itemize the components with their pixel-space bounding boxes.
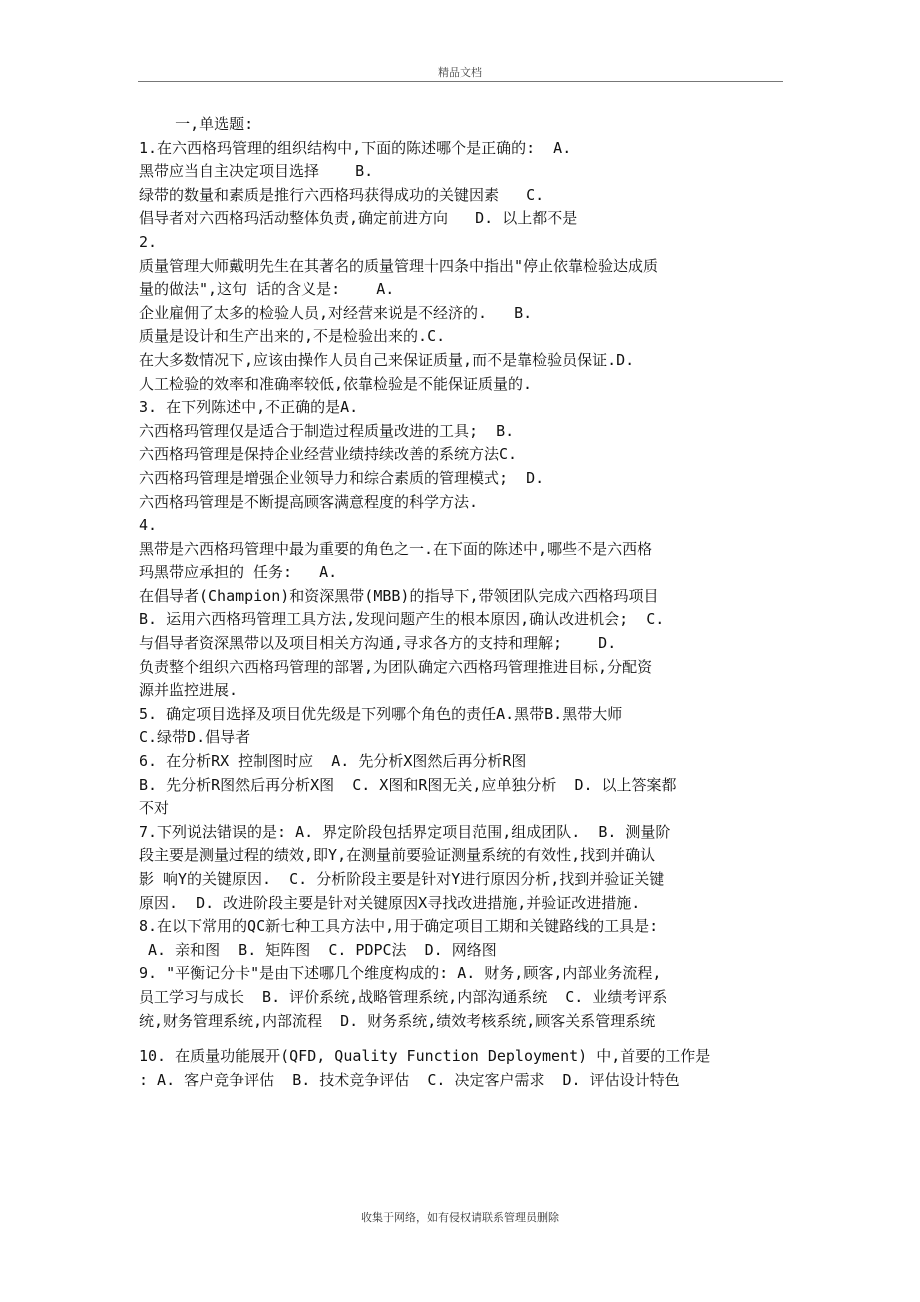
text-line: 负责整个组织六西格玛管理的部署,为团队确定六西格玛管理推进目标,分配资 bbox=[139, 657, 653, 676]
text-line: 不对 bbox=[139, 799, 170, 818]
text-line: : A. 客户竞争评估 B. 技术竞争评估 C. 决定客户需求 D. 评估设计特色 bbox=[139, 1070, 680, 1089]
text-line: 绿带的数量和素质是推行六西格玛获得成功的关键因素 C. bbox=[139, 185, 545, 204]
page-header-title: 精品文档 bbox=[438, 66, 482, 79]
text-line: 六西格玛管理是保持企业经营业绩持续改善的系统方法C. bbox=[139, 445, 518, 464]
text-line: 六西格玛管理是增强企业领导力和综合素质的管理模式; D. bbox=[139, 468, 545, 487]
text-line: B. 运用六西格玛管理工具方法,发现问题产生的根本原因,确认改进机会; C. bbox=[139, 610, 665, 629]
text-line: 5. 确定项目选择及项目优先级是下列哪个角色的责任A.黑带B.黑带大师 bbox=[139, 704, 623, 723]
text-line: 企业雇佣了太多的检验人员,对经营来说是不经济的. B. bbox=[139, 303, 533, 322]
text-line: 源并监控进展. bbox=[139, 681, 239, 700]
text-line: 10. 在质量功能展开(QFD, Quality Function Deployment) 中,首要的工作是 bbox=[139, 1047, 711, 1066]
text-line: 在倡导者(Champion)和资深黑带(MBB)的指导下,带领团队完成六西格玛项目 bbox=[139, 586, 659, 605]
text-line: 3. 在下列陈述中,不正确的是A. bbox=[139, 398, 359, 417]
text-line: 9. "平衡记分卡"是由下述哪几个维度构成的: A. 财务,顾客,内部业务流程, bbox=[139, 964, 662, 983]
text-line: 原因. D. 改进阶段主要是针对关键原因X寻找改进措施,并验证改进措施. bbox=[139, 893, 641, 912]
text-line: 影 响Y的关键原因. C. 分析阶段主要是针对Y进行原因分析,找到并验证关键 bbox=[139, 870, 665, 888]
text-line: 量的做法",这句 话的含义是: A. bbox=[139, 280, 395, 299]
text-line: 黑带是六西格玛管理中最为重要的角色之一.在下面的陈述中,哪些不是六西格 bbox=[139, 539, 653, 558]
text-line: 六西格玛管理是不断提高顾客满意程度的科学方法. bbox=[139, 492, 479, 511]
text-line: 统,财务管理系统,内部流程 D. 财务系统,绩效考核系统,顾客关系管理系统 bbox=[139, 1011, 656, 1030]
header-divider bbox=[138, 81, 783, 82]
page-footer-note: 收集于网络，如有侵权请联系管理员删除 bbox=[361, 1211, 559, 1224]
text-line: 黑带应当自主决定项目选择 B. bbox=[139, 162, 374, 181]
text-line: 8.在以下常用的QC新七种工具方法中,用于确定项目工期和关键路线的工具是: bbox=[139, 917, 659, 936]
text-line: 2. bbox=[139, 232, 158, 251]
text-line: 倡导者对六西格玛活动整体负责,确定前进方向 D. 以上都不是 bbox=[139, 209, 578, 228]
text-line: 员工学习与成长 B. 评价系统,战略管理系统,内部沟通系统 C. 业绩考评系 bbox=[139, 987, 668, 1006]
text-line: 1.在六西格玛管理的组织结构中,下面的陈述哪个是正确的: A. bbox=[139, 138, 572, 157]
text-line: 4. bbox=[139, 516, 158, 535]
text-line: 质量是设计和生产出来的,不是检验出来的.C. bbox=[139, 327, 446, 346]
text-line: 段主要是测量过程的绩效,即Y,在测量前要验证测量系统的有效性,找到并确认 bbox=[139, 846, 656, 865]
text-line bbox=[139, 1033, 781, 1045]
text-line: 6. 在分析RX 控制图时应 A. 先分析X图然后再分析R图 bbox=[139, 752, 527, 771]
text-line: 与倡导者资深黑带以及项目相关方沟通,寻求各方的支持和理解; D. bbox=[139, 634, 617, 653]
text-line: B. 先分析R图然后再分析X图 C. X图和R图无关,应单独分析 D. 以上答案都 bbox=[139, 775, 677, 794]
text-line: 六西格玛管理仅是适合于制造过程质量改进的工具; B. bbox=[139, 421, 515, 440]
text-line: 7.下列说法错误的是: A. 界定阶段包括界定项目范围,组成团队. B. 测量阶 bbox=[139, 822, 671, 841]
text-line: 人工检验的效率和准确率较低,依靠检验是不能保证质量的. bbox=[139, 374, 533, 393]
text-line: A. 亲和图 B. 矩阵图 C. PDPC法 D. 网络图 bbox=[139, 940, 497, 959]
text-line: 在大多数情况下,应该由操作人员自己来保证质量,而不是靠检验员保证.D. bbox=[139, 350, 635, 369]
text-line: 一,单选题: bbox=[139, 115, 254, 133]
text-line: 质量管理大师戴明先生在其著名的质量管理十四条中指出"停止依靠检验达成质 bbox=[139, 256, 659, 275]
text-line: C.绿带D.倡导者 bbox=[139, 728, 251, 747]
text-line: 玛黑带应承担的 任务: A. bbox=[139, 563, 338, 582]
document-body bbox=[139, 113, 781, 1092]
